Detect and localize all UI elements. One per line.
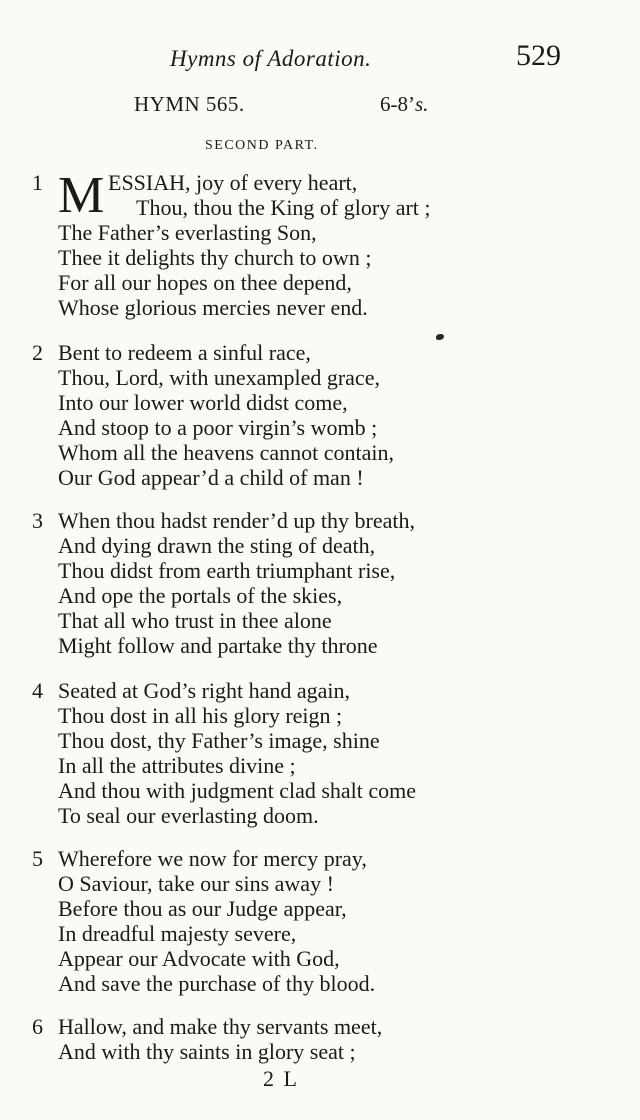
running-head (0, 39, 640, 82)
verse-line: For all our hopes on thee depend, (58, 270, 352, 295)
verse-line: Bent to redeem a sinful race, (58, 340, 311, 365)
verse-line: Into our lower world didst come, (58, 390, 348, 415)
verse-line: In dreadful majesty severe, (58, 921, 297, 946)
hymn-meter-main: 6-8’ (380, 92, 415, 116)
verse-line: Wherefore we now for mercy pray, (58, 846, 367, 871)
verse-line: Thou dost in all his glory reign ; (58, 703, 343, 728)
verse-line: Thee it delights thy church to own ; (58, 245, 372, 270)
ink-blot (436, 334, 444, 340)
verse-line: Might follow and partake thy throne (58, 633, 378, 658)
verse-line: Whom all the heavens cannot contain, (58, 440, 394, 465)
verse-line: Thou didst from earth triumphant rise, (58, 558, 396, 583)
verse-number: 1 (32, 170, 43, 195)
verse-line: And save the purchase of thy blood. (58, 971, 376, 996)
verse-line: Appear our Advocate with God, (58, 946, 340, 971)
verse-line: And ope the portals of the skies, (58, 583, 343, 608)
verse-line: And dying drawn the sting of death, (58, 533, 376, 558)
part-title: SECOND PART. (205, 138, 319, 153)
verse-number: 6 (32, 1014, 43, 1039)
verse-line: And thou with judgment clad shalt come (58, 778, 417, 803)
verse-line: Thou dost, thy Father’s image, shine (58, 728, 380, 753)
verse-number: 5 (32, 846, 43, 871)
verse-number: 2 (32, 340, 43, 365)
verse-line: To seal our everlasting doom. (58, 803, 319, 828)
printer-signature: 2 L (263, 1066, 299, 1091)
verse-line: Our God appear’d a child of man ! (58, 465, 364, 490)
hymn-heading (0, 92, 640, 122)
page-number: 529 (516, 39, 561, 72)
verse-line: O Saviour, take our sins away ! (58, 871, 334, 896)
verse-line: Thou, Lord, with unexampled grace, (58, 365, 380, 390)
verse-line: When thou hadst render’d up thy breath, (58, 508, 415, 533)
verse-line: Whose glorious mercies never end. (58, 295, 368, 320)
verse-line: That all who trust in thee alone (58, 608, 332, 633)
verse-number: 4 (32, 678, 43, 703)
verse-line: In all the attributes divine ; (58, 753, 296, 778)
verse-line: The Father’s everlasting Son, (58, 220, 317, 245)
hymn-meter-suffix: s. (415, 92, 429, 116)
verse-line: Before thou as our Judge appear, (58, 896, 347, 921)
verse-line: Hallow, and make thy servants meet, (58, 1014, 383, 1039)
verse-line: Thou, thou the King of glory art ; (136, 195, 431, 220)
verse-number: 3 (32, 508, 43, 533)
drop-cap: M (58, 167, 105, 224)
verse-line: Seated at God’s right hand again, (58, 678, 351, 703)
verse-line: And with thy saints in glory seat ; (58, 1039, 356, 1064)
hymn-number: HYMN 565. (134, 92, 245, 116)
verse-line: ESSIAH, joy of every heart, (108, 170, 358, 195)
verse-line: And stoop to a poor virgin’s womb ; (58, 415, 378, 440)
hymn-meter (380, 92, 428, 117)
running-title: Hymns of Adoration. (170, 46, 372, 71)
